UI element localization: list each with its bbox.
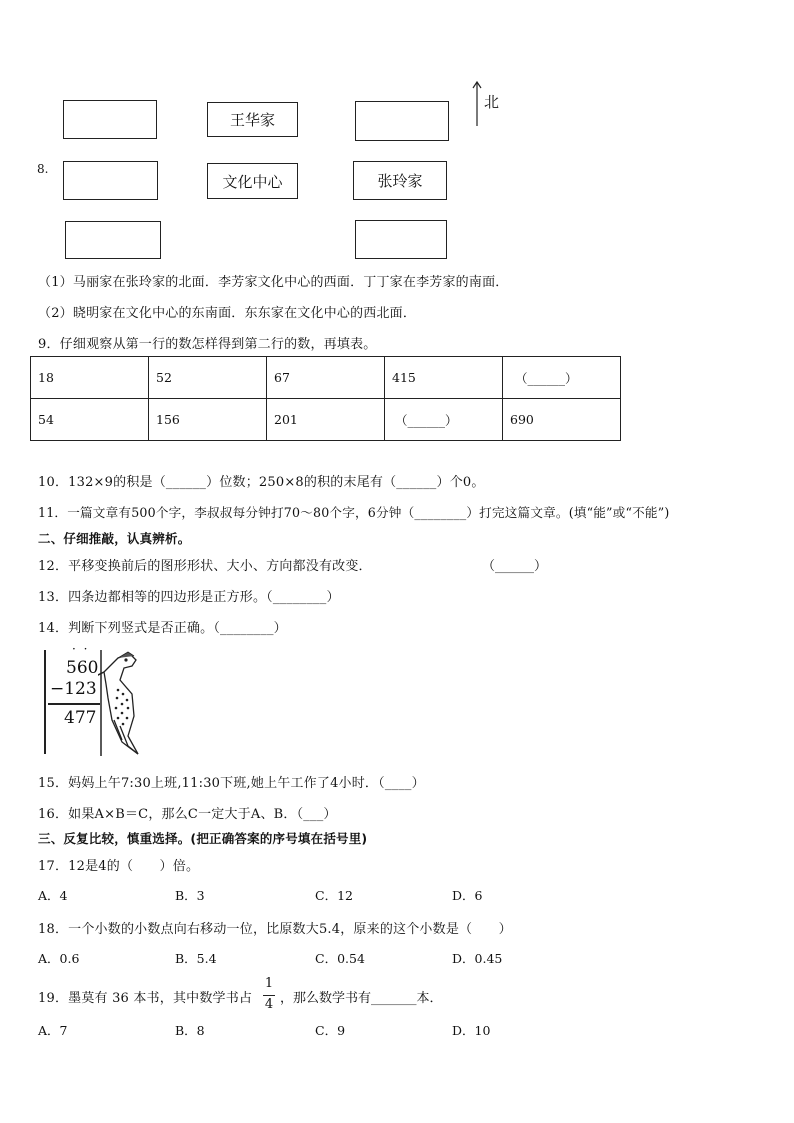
q8-condition-2: （2）晓明家在文化中心的东南面．东东家在文化中心的西北面．: [38, 306, 417, 321]
table-cell-blank[interactable]: （______）: [503, 357, 621, 399]
table-cell: 415: [385, 357, 503, 399]
table-cell: 156: [149, 399, 267, 441]
map-box-label-zhangling: 张玲家: [377, 172, 423, 190]
q18-option-a[interactable]: A．0.6: [38, 951, 80, 966]
q19-text-before: 19．墨莫有 36 本书，其中数学书占: [38, 991, 253, 1006]
north-arrow-icon: [470, 80, 484, 128]
q18-option-b[interactable]: B．5.4: [175, 951, 217, 966]
map-box-west: [63, 161, 158, 200]
table-cell-blank[interactable]: （______）: [385, 399, 503, 441]
borrow-dots: · ·: [72, 642, 90, 656]
q18-option-d[interactable]: D．0.45: [452, 951, 503, 966]
figure-left-bar: [44, 650, 46, 754]
question-8-number: 8.: [37, 162, 49, 176]
q9-table: [30, 356, 621, 441]
q17-text: 17．12是4的（ ）倍。: [38, 859, 200, 874]
table-cell: 201: [267, 399, 385, 441]
difference: 477: [64, 708, 97, 728]
q17-option-c[interactable]: C．12: [315, 888, 353, 903]
table-row: [31, 399, 621, 441]
q19-option-b[interactable]: B．8: [175, 1023, 205, 1038]
woodpecker-icon: [98, 650, 142, 756]
q19-fraction-bar: [263, 995, 275, 996]
minuend: 560: [66, 658, 99, 678]
q18-option-c[interactable]: C．0.54: [315, 951, 365, 966]
map-box-center: [207, 163, 298, 199]
q18-text: 18．一个小数的小数点向右移动一位，比原数大5.4，原来的这个小数是（ ）: [38, 922, 512, 937]
result-line: [48, 703, 100, 705]
subtrahend: −123: [50, 679, 97, 699]
q19-option-c[interactable]: C．9: [315, 1023, 346, 1038]
q13-text: 13．四条边都相等的四边形是正方形。（________）: [38, 590, 340, 605]
q19-option-a[interactable]: A．7: [38, 1023, 68, 1038]
q14-text: 14．判断下列竖式是否正确。（________）: [38, 621, 287, 636]
q12-answer-blank[interactable]: （______）: [482, 559, 548, 574]
table-row: [31, 357, 621, 399]
q17-option-b[interactable]: B．3: [175, 888, 205, 903]
q9-prompt: 9．仔细观察从第一行的数怎样得到第二行的数，再填表。: [38, 337, 377, 352]
subtraction-figure: [42, 642, 142, 756]
section-3-heading: 三、反复比较，慎重选择。(把正确答案的序号填在括号里): [38, 831, 368, 846]
q8-condition-1: （1）马丽家在张玲家的北面．李芳家文化中心的西面．丁丁家在李芳家的南面．: [38, 275, 509, 290]
map-box-southeast: [355, 220, 447, 259]
q19-fraction-denominator: 4: [264, 997, 274, 1012]
q19-fraction-numerator: 1: [264, 976, 274, 991]
section-2-heading: 二、仔细推敲，认真辨析。: [38, 531, 191, 546]
q17-option-a[interactable]: A．4: [38, 888, 68, 903]
q19-text-after: ，那么数学书有_______本．: [280, 991, 443, 1006]
map-box-northwest: [63, 100, 157, 139]
q11-text: 11．一篇文章有500个字，李叔叔每分钟打70～80个字，6分钟（________）打完这篇文章。(填“能”或“不能”): [38, 505, 670, 520]
table-cell: 690: [503, 399, 621, 441]
table-cell: 67: [267, 357, 385, 399]
map-box-southwest: [65, 221, 161, 259]
q15-text: 15．妈妈上午7:30上班,11:30下班,她上午工作了4小时．（____）: [38, 776, 425, 791]
q10-text: 10．132×9的积是（______）位数；250×8的积的末尾有（______）个0。: [38, 475, 485, 490]
map-box-label-center: 文化中心: [222, 172, 283, 191]
map-box-label-wanghua: 王华家: [229, 111, 275, 129]
table-cell: 18: [31, 357, 149, 399]
map-box-northeast: [355, 101, 449, 141]
table-cell: 54: [31, 399, 149, 441]
q16-text: 16．如果A×B＝C，那么C一定大于A、B．（___）: [38, 807, 337, 822]
map-box-north: [207, 102, 298, 137]
map-box-east: [353, 161, 447, 200]
q19-option-d[interactable]: D．10: [452, 1023, 491, 1038]
north-label: 北: [484, 93, 500, 111]
q12-text: 12．平移变换前后的图形形状、大小、方向都没有改变．: [38, 559, 372, 574]
table-cell: 52: [149, 357, 267, 399]
q17-option-d[interactable]: D．6: [452, 888, 483, 903]
